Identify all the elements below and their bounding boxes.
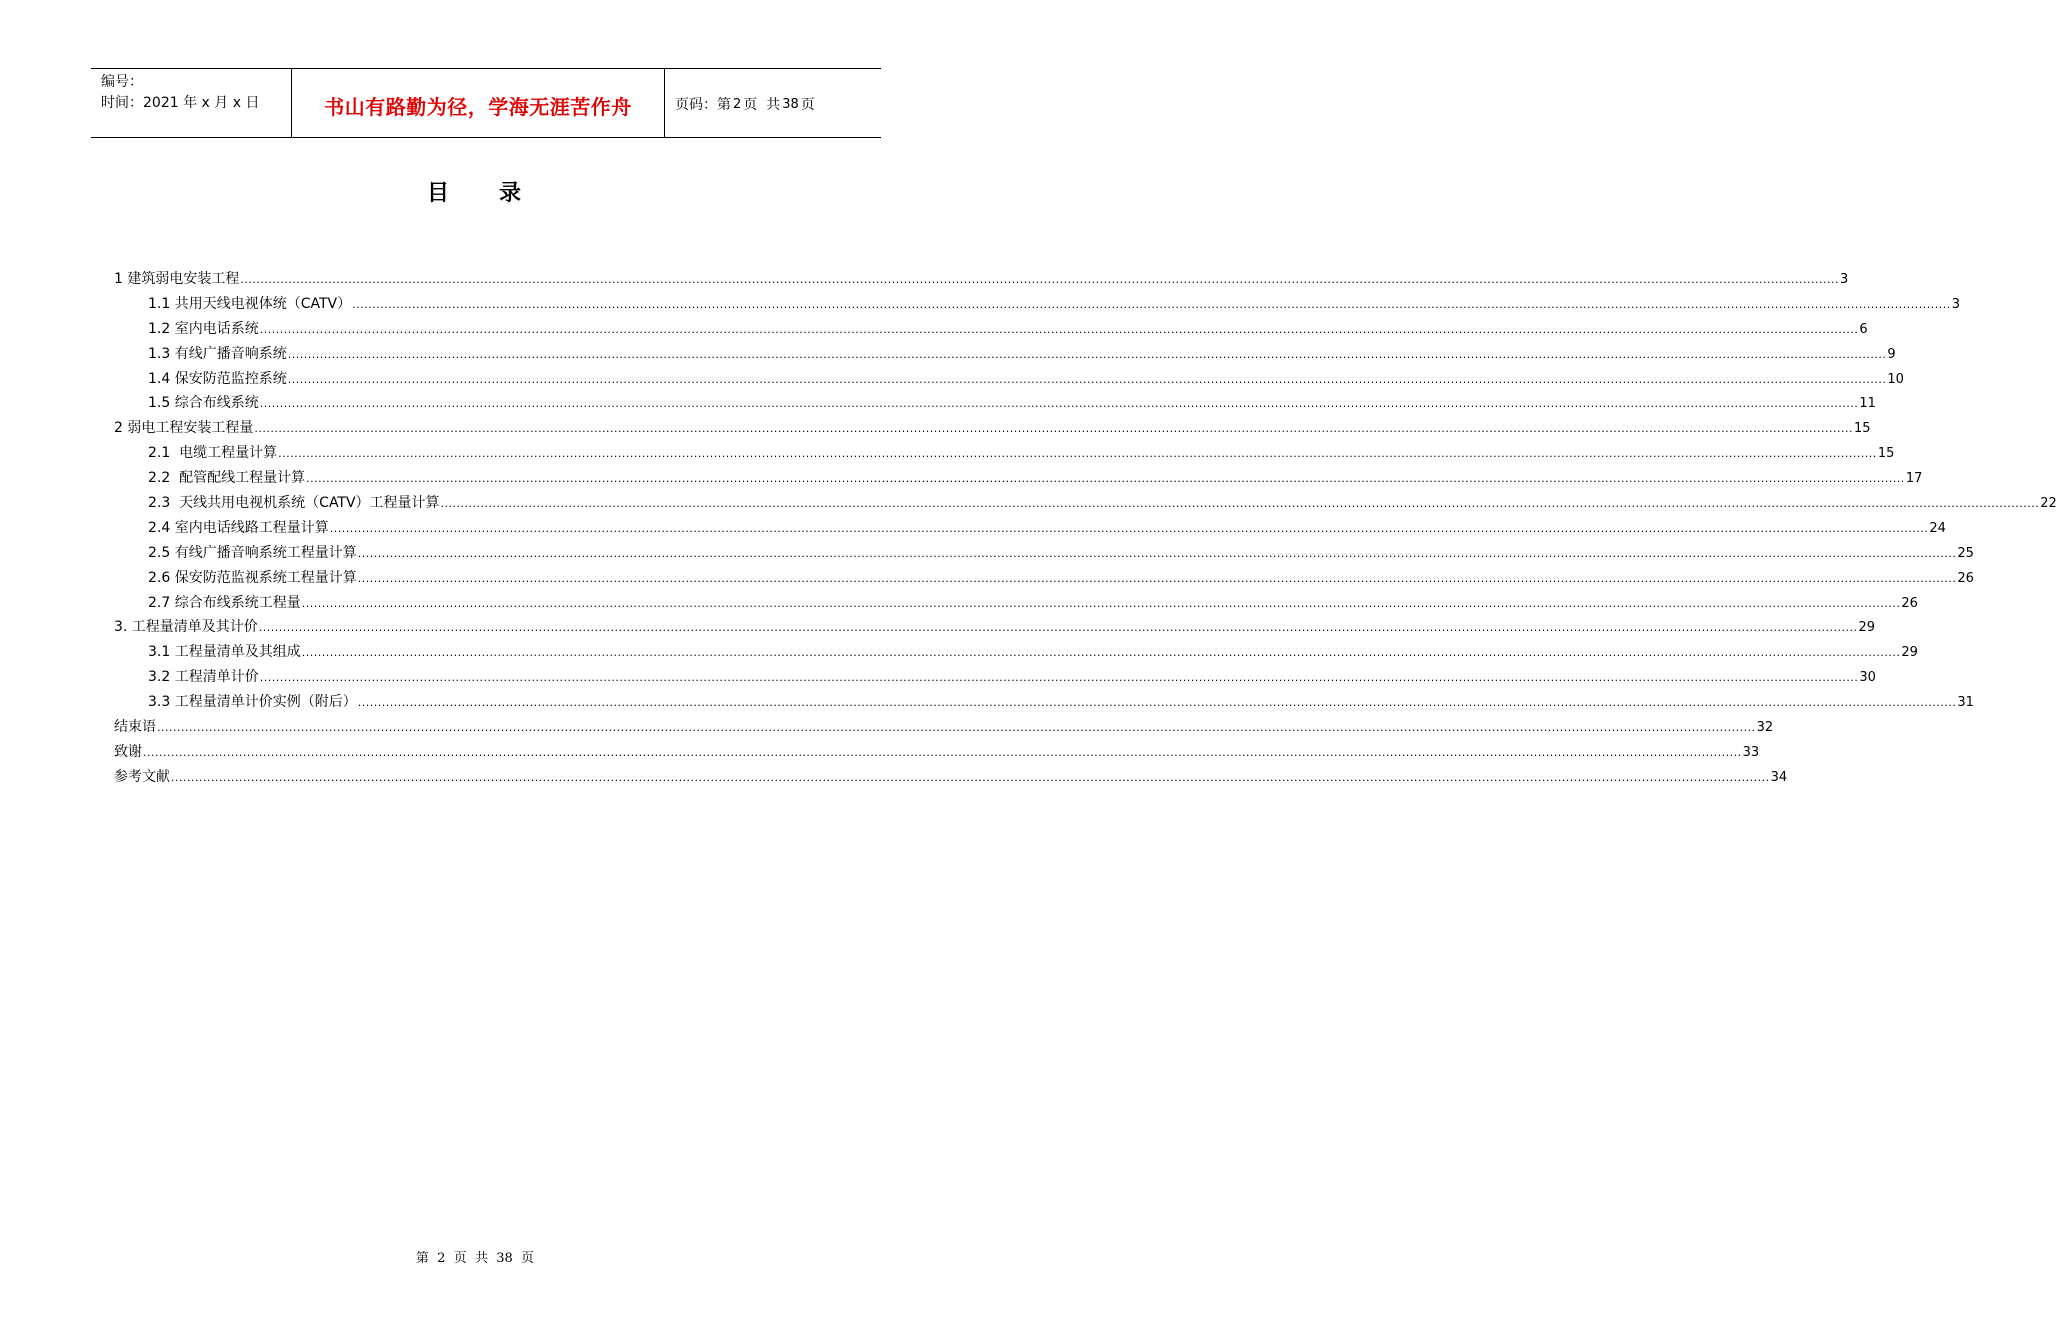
toc-entry-page: 31 bbox=[1957, 695, 1974, 711]
toc-leader-dots: ................................................................................................................................................................................................................................................................................................................................................................................................................ bbox=[240, 273, 1839, 286]
toc-leader-dots: ................................................................................................................................................................................................................................................................................................................................................................................................................ bbox=[259, 397, 1859, 411]
toc-entry-page: 10 bbox=[1887, 371, 1904, 387]
page-suffix: 页 bbox=[800, 97, 815, 113]
toc-leader-dots: ................................................................................................................................................................................................................................................................................................................................................................................................................ bbox=[254, 422, 1853, 436]
toc-title-right: 录 bbox=[499, 181, 524, 206]
toc-entry-label: 致谢 bbox=[114, 743, 142, 760]
time-label: 时间：2021 年 x 月 x 日 bbox=[101, 95, 260, 111]
toc-entry-page: 15 bbox=[1877, 446, 1895, 462]
toc-entry[interactable] bbox=[114, 392, 1876, 417]
header-page-info bbox=[665, 69, 881, 137]
toc-leader-dots: ................................................................................................................................................................................................................................................................................................................................................................................................................ bbox=[259, 322, 1859, 336]
toc-leader-dots: ................................................................................................................................................................................................................................................................................................................................................................................................................ bbox=[287, 347, 1887, 361]
page-total: 38 bbox=[782, 96, 799, 112]
toc-entry-label: 3.3 工程量清单计价实例（附后） bbox=[148, 694, 357, 711]
toc-leader-dots: ................................................................................................................................................................................................................................................................................................................................................................................................................ bbox=[306, 472, 1905, 486]
toc-entry-label: 3. 工程量清单及其计价 bbox=[114, 619, 258, 636]
toc-entry-label: 2.2 配管配线工程量计算 bbox=[148, 470, 306, 487]
toc-leader-dots: ................................................................................................................................................................................................................................................................................................................................................................................................................ bbox=[301, 646, 1901, 660]
toc-entry-page: 30 bbox=[1859, 670, 1876, 686]
table-of-contents bbox=[114, 268, 2057, 791]
toc-entry[interactable] bbox=[114, 293, 1961, 318]
toc-entry-label: 1.2 室内电话系统 bbox=[148, 320, 259, 337]
toc-entry[interactable] bbox=[114, 268, 1849, 293]
toc-entry[interactable] bbox=[114, 492, 2057, 517]
toc-entry-page: 34 bbox=[1770, 769, 1788, 785]
toc-entry-page: 3 bbox=[1951, 296, 1961, 312]
toc-entry-page: 22 bbox=[2040, 496, 2057, 512]
toc-entry-label: 3.2 工程清单计价 bbox=[148, 669, 259, 686]
toc-entry-label: 2.5 有线广播音响系统工程量计算 bbox=[148, 544, 357, 561]
toc-entry-page: 32 bbox=[1756, 720, 1774, 736]
toc-entry[interactable] bbox=[114, 467, 1923, 492]
toc-entry-label: 2 弱电工程安装工程量 bbox=[114, 420, 254, 437]
toc-entry[interactable] bbox=[114, 716, 1774, 741]
toc-leader-dots: ................................................................................................................................................................................................................................................................................................................................................................................................................ bbox=[287, 372, 1887, 386]
toc-entry[interactable] bbox=[114, 343, 1896, 368]
toc-entry-page: 25 bbox=[1957, 545, 1974, 561]
toc-entry-label: 1.1 共用天线电视体统（CATV） bbox=[148, 295, 352, 312]
toc-title bbox=[0, 176, 950, 207]
toc-entry-page: 9 bbox=[1887, 346, 1896, 362]
page-current: 2 bbox=[733, 96, 742, 112]
toc-leader-dots: ................................................................................................................................................................................................................................................................................................................................................................................................................ bbox=[259, 671, 1859, 685]
toc-entry-label: 3.1 工程量清单及其组成 bbox=[148, 644, 301, 661]
toc-entry-page: 24 bbox=[1929, 520, 1946, 536]
toc-entry-label: 2.3 天线共用电视机系统（CATV）工程量计算 bbox=[148, 495, 440, 512]
toc-entry[interactable] bbox=[114, 592, 1918, 617]
page-header bbox=[91, 68, 881, 138]
header-motto: 书山有路勤为径，学海无涯苦作舟 bbox=[292, 69, 665, 137]
toc-entry-page: 6 bbox=[1859, 321, 1868, 337]
toc-entry[interactable] bbox=[114, 666, 1876, 691]
toc-entry[interactable] bbox=[114, 616, 1875, 641]
toc-entry[interactable] bbox=[114, 766, 1788, 791]
toc-entry-label: 2.7 综合布线系统工程量 bbox=[148, 594, 301, 611]
toc-entry[interactable] bbox=[114, 567, 1974, 592]
toc-leader-dots: ................................................................................................................................................................................................................................................................................................................................................................................................................ bbox=[357, 696, 1957, 710]
toc-entry-page: 29 bbox=[1901, 645, 1918, 661]
toc-entry-label: 2.6 保安防范监视系统工程量计算 bbox=[148, 569, 357, 586]
toc-entry-page: 17 bbox=[1905, 471, 1923, 487]
toc-entry[interactable] bbox=[114, 417, 1871, 442]
toc-entry[interactable] bbox=[114, 691, 1974, 716]
toc-entry-page: 33 bbox=[1742, 744, 1760, 760]
toc-entry-label: 1.3 有线广播音响系统 bbox=[148, 345, 287, 362]
toc-leader-dots: ................................................................................................................................................................................................................................................................................................................................................................................................................ bbox=[329, 521, 1929, 535]
toc-entry-label: 2.4 室内电话线路工程量计算 bbox=[148, 519, 329, 536]
toc-entry-label: 结束语 bbox=[114, 719, 156, 736]
toc-entry-label: 参考文献 bbox=[114, 768, 170, 785]
toc-leader-dots: ................................................................................................................................................................................................................................................................................................................................................................................................................ bbox=[440, 497, 2040, 511]
toc-leader-dots: ................................................................................................................................................................................................................................................................................................................................................................................................................ bbox=[258, 621, 1858, 635]
page-footer: 第 2 页 共 38 页 bbox=[415, 1251, 535, 1266]
toc-entry[interactable] bbox=[114, 542, 1974, 567]
toc-leader-dots: ................................................................................................................................................................................................................................................................................................................................................................................................................ bbox=[357, 571, 1957, 585]
toc-entry-page: 29 bbox=[1858, 620, 1875, 636]
toc-entry[interactable] bbox=[114, 368, 1904, 393]
number-label: 编号： bbox=[101, 74, 143, 90]
toc-entry-label: 1 建筑弱电安装工程 bbox=[114, 271, 240, 287]
toc-entry-label: 2.1 电缆工程量计算 bbox=[148, 445, 278, 462]
toc-leader-dots: ................................................................................................................................................................................................................................................................................................................................................................................................................ bbox=[357, 546, 1957, 560]
page-mid: 页 共 bbox=[743, 97, 781, 113]
toc-title-left: 目 bbox=[426, 181, 451, 206]
toc-leader-dots: ................................................................................................................................................................................................................................................................................................................................................................................................................ bbox=[278, 447, 1877, 461]
toc-entry-page: 15 bbox=[1854, 421, 1871, 437]
toc-leader-dots: ................................................................................................................................................................................................................................................................................................................................................................................................................ bbox=[352, 297, 1951, 311]
toc-leader-dots: ................................................................................................................................................................................................................................................................................................................................................................................................................ bbox=[157, 721, 1756, 735]
toc-entry[interactable] bbox=[114, 741, 1760, 766]
toc-entry-page: 26 bbox=[1901, 595, 1918, 611]
toc-entry[interactable] bbox=[114, 517, 1946, 542]
toc-entry-page: 11 bbox=[1859, 396, 1876, 412]
toc-entry-page: 26 bbox=[1957, 570, 1974, 586]
page-prefix: 页码：第 bbox=[675, 97, 731, 113]
toc-leader-dots: ................................................................................................................................................................................................................................................................................................................................................................................................................ bbox=[301, 596, 1901, 610]
toc-entry-label: 1.5 综合布线系统 bbox=[148, 395, 259, 412]
toc-leader-dots: ................................................................................................................................................................................................................................................................................................................................................................................................................ bbox=[171, 770, 1770, 784]
header-info-cell bbox=[91, 69, 292, 137]
toc-entry-page: 3 bbox=[1840, 272, 1849, 287]
toc-entry-label: 1.4 保安防范监控系统 bbox=[148, 370, 287, 387]
toc-entry[interactable] bbox=[114, 318, 1868, 343]
toc-leader-dots: ................................................................................................................................................................................................................................................................................................................................................................................................................ bbox=[143, 745, 1742, 759]
toc-entry[interactable] bbox=[114, 442, 1895, 467]
toc-entry[interactable] bbox=[114, 641, 1918, 666]
